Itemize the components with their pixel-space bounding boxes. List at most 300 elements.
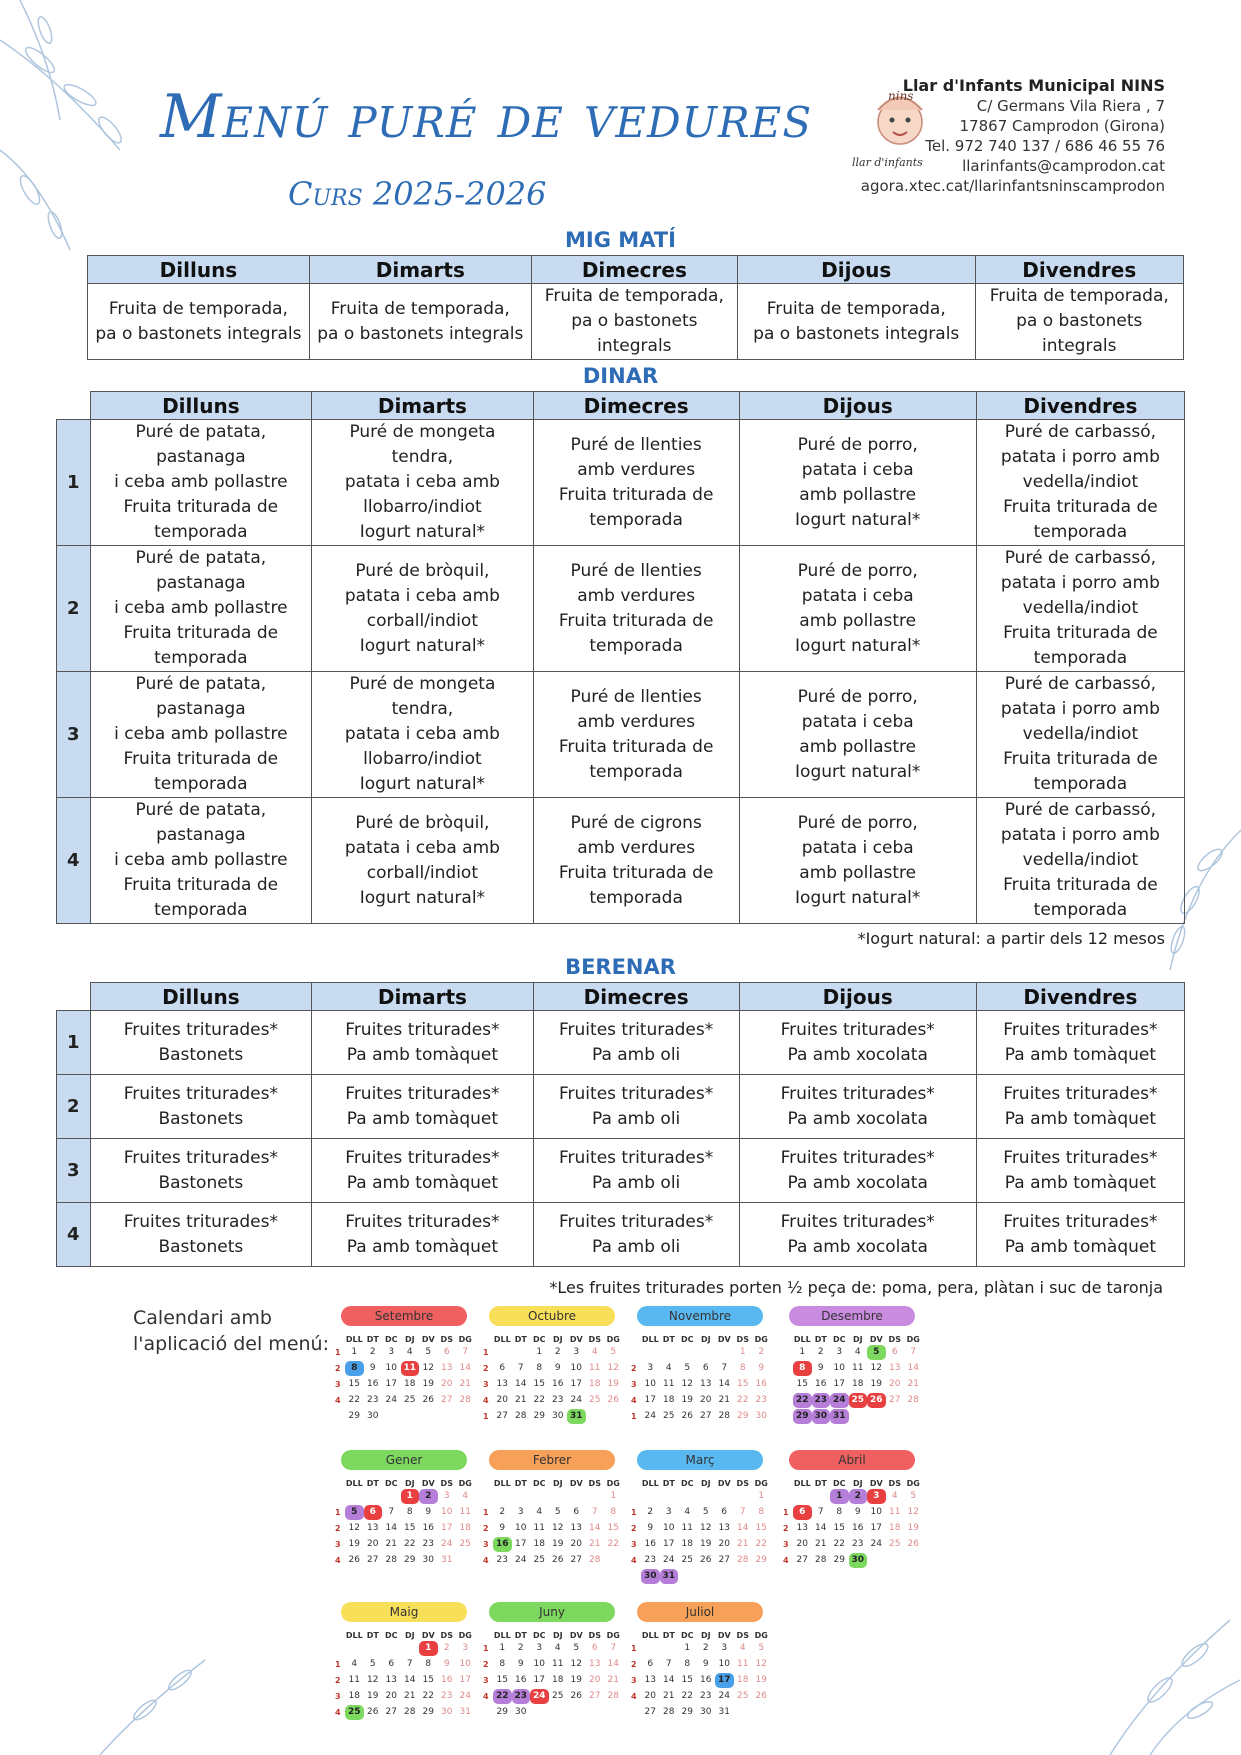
calendar-day: 22 bbox=[422, 1691, 434, 1701]
weekday-label: DS bbox=[440, 1479, 453, 1488]
calendar-day: 14 bbox=[737, 1523, 749, 1533]
calendar-day bbox=[567, 1489, 586, 1504]
calendar-day: 28 bbox=[907, 1395, 919, 1405]
calendar-day: 8 bbox=[406, 1507, 413, 1517]
calendar-day: 16 bbox=[755, 1379, 767, 1389]
calendar-week bbox=[483, 1705, 623, 1720]
calendar-day: 22 bbox=[681, 1691, 693, 1701]
week-cycle-number: 1 bbox=[483, 1348, 489, 1357]
weekday-label: DT bbox=[514, 1479, 527, 1488]
calendar-day: 6 bbox=[591, 1643, 598, 1653]
calendar-day: 8 bbox=[536, 1363, 543, 1373]
menu-cell: Fruita de temporada, pa o bastonets integrals bbox=[737, 284, 975, 360]
calendar-day: 6 bbox=[721, 1507, 728, 1517]
calendar-day-red: 6 bbox=[364, 1505, 383, 1520]
calendar-day: 19 bbox=[422, 1379, 434, 1389]
calendar-day bbox=[697, 1569, 716, 1584]
week-cycle-number: 4 bbox=[483, 1556, 489, 1565]
calendar-day: 7 bbox=[591, 1507, 598, 1517]
calendar-day bbox=[401, 1641, 420, 1656]
calendar-day: 17 bbox=[870, 1523, 882, 1533]
calendar-day: 26 bbox=[552, 1555, 564, 1565]
calendar-day: 7 bbox=[817, 1507, 824, 1517]
school-website[interactable]: agora.xtec.cat/llarinfantsninscamprodon bbox=[860, 177, 1165, 195]
calendar-day-red: 1 bbox=[401, 1489, 420, 1504]
calendar-day bbox=[456, 1553, 475, 1568]
week-cycle-number: 1 bbox=[631, 1508, 637, 1517]
calendar-day: 13 bbox=[889, 1363, 901, 1373]
calendar-day: 14 bbox=[404, 1675, 416, 1685]
menu-cell: Puré de patata, pastanaga i ceba amb pollastre Fruita triturada de temporada bbox=[90, 420, 312, 546]
month-title: Juliol bbox=[637, 1602, 763, 1622]
calendar-day: 20 bbox=[796, 1539, 808, 1549]
calendar-day: 17 bbox=[833, 1379, 845, 1389]
calendar-day-blue: 8 bbox=[345, 1361, 364, 1376]
calendar-day bbox=[586, 1489, 605, 1504]
weekday-label: DT bbox=[514, 1335, 527, 1344]
weekday-label: DG bbox=[906, 1335, 920, 1344]
calendar-day: 11 bbox=[681, 1523, 693, 1533]
calendar-day: 28 bbox=[404, 1707, 416, 1717]
calendar-day: 30 bbox=[422, 1555, 434, 1565]
calendar-week bbox=[783, 1377, 923, 1392]
weekday-label: DJ bbox=[852, 1335, 863, 1344]
month-desembre bbox=[783, 1306, 923, 1424]
calendar-day: 26 bbox=[348, 1555, 360, 1565]
calendar-day bbox=[660, 1489, 679, 1504]
day-header-dimecres: Dimecres bbox=[533, 392, 739, 420]
week-cycle-number: 2 bbox=[335, 1524, 341, 1533]
weekday-label: DV bbox=[869, 1335, 883, 1344]
calendar-day: 20 bbox=[570, 1539, 582, 1549]
menu-cell: Fruita de temporada, pa o bastonets integrals bbox=[88, 284, 310, 360]
menu-cell: Puré de llenties amb verdures Fruita triturada de temporada bbox=[533, 672, 739, 798]
menu-cell: Fruites triturades* Pa amb tomàquet bbox=[976, 1011, 1184, 1075]
calendar-day bbox=[752, 1569, 771, 1584]
calendar-day: 31 bbox=[441, 1555, 453, 1565]
calendar-day bbox=[697, 1489, 716, 1504]
calendar-day bbox=[734, 1489, 753, 1504]
calendar-day-green: 30 bbox=[849, 1553, 868, 1568]
calendar-day: 5 bbox=[910, 1491, 917, 1501]
weekday-label: DLL bbox=[641, 1335, 659, 1344]
calendar-day: 12 bbox=[607, 1363, 619, 1373]
calendar-day: 23 bbox=[644, 1555, 656, 1565]
calendar-day: 11 bbox=[533, 1523, 545, 1533]
calendar-day: 22 bbox=[755, 1539, 767, 1549]
calendar-day: 21 bbox=[815, 1539, 827, 1549]
calendar-day: 13 bbox=[700, 1379, 712, 1389]
calendar-week bbox=[483, 1657, 623, 1672]
calendar-day: 1 bbox=[758, 1491, 765, 1501]
calendar-day bbox=[641, 1641, 660, 1656]
calendar-day: 21 bbox=[907, 1379, 919, 1389]
calendar-week bbox=[483, 1689, 623, 1704]
calendar-week bbox=[783, 1537, 923, 1552]
weekday-label: DG bbox=[606, 1479, 620, 1488]
weekday-label: DG bbox=[458, 1479, 472, 1488]
week-cycle-number bbox=[783, 1345, 793, 1360]
weekday-label: DJ bbox=[552, 1335, 563, 1344]
weekday-header bbox=[335, 1479, 475, 1488]
table-row bbox=[57, 1011, 1185, 1075]
calendar-day: 23 bbox=[755, 1395, 767, 1405]
calendar-day: 19 bbox=[607, 1379, 619, 1389]
calendar-day: 6 bbox=[702, 1363, 709, 1373]
school-phone: Tel. 972 740 137 / 686 46 55 76 bbox=[925, 137, 1165, 155]
week-cycle-number: 2 bbox=[335, 1676, 341, 1685]
weekday-label: DC bbox=[384, 1479, 398, 1488]
calendar-day: 19 bbox=[907, 1523, 919, 1533]
weekday-label: DT bbox=[662, 1479, 675, 1488]
week-cycle-number: 3 bbox=[483, 1380, 489, 1389]
calendar-day: 3 bbox=[536, 1643, 543, 1653]
calendar-day: 1 bbox=[499, 1643, 506, 1653]
calendar-day: 5 bbox=[554, 1507, 561, 1517]
menu-cell: Puré de mongeta tendra, patata i ceba amb llobarro/indiot Iogurt natural* bbox=[312, 420, 534, 546]
calendar-day: 28 bbox=[515, 1411, 527, 1421]
table-row bbox=[57, 546, 1185, 672]
table-row bbox=[57, 672, 1185, 798]
menu-cell: Fruites triturades* Bastonets bbox=[90, 1139, 312, 1203]
calendar-day: 20 bbox=[367, 1539, 379, 1549]
calendar-day: 2 bbox=[517, 1643, 524, 1653]
calendar-week bbox=[335, 1393, 475, 1408]
calendar-day: 14 bbox=[459, 1363, 471, 1373]
calendar-day: 22 bbox=[533, 1395, 545, 1405]
calendar-day: 13 bbox=[796, 1523, 808, 1533]
weekday-label: DC bbox=[532, 1335, 546, 1344]
menu-cell: Fruites triturades* Bastonets bbox=[90, 1075, 312, 1139]
calendar-day: 1 bbox=[684, 1643, 691, 1653]
week-cycle-number: 1 bbox=[483, 1412, 489, 1421]
week-cycle-number bbox=[783, 1393, 793, 1408]
calendar-day: 18 bbox=[889, 1523, 901, 1533]
calendar-day: 25 bbox=[681, 1555, 693, 1565]
calendar-day: 1 bbox=[610, 1491, 617, 1501]
menu-cell: Puré de carbassó, patata i porro amb vedella/indiot Fruita triturada de temporada bbox=[976, 798, 1184, 924]
calendar-day bbox=[382, 1641, 401, 1656]
menu-cell: Fruites triturades* Pa amb oli bbox=[533, 1139, 739, 1203]
calendar-day: 22 bbox=[348, 1395, 360, 1405]
calendar-day-purple: 30 bbox=[641, 1569, 660, 1584]
calendar-week bbox=[335, 1641, 475, 1656]
calendar-day: 17 bbox=[663, 1539, 675, 1549]
calendar-day: 26 bbox=[681, 1411, 693, 1421]
menu-cell: Puré de carbassó, patata i porro amb vedella/indiot Fruita triturada de temporada bbox=[976, 546, 1184, 672]
calendar-day: 19 bbox=[570, 1675, 582, 1685]
menu-cell: Puré de llenties amb verdures Fruita triturada de temporada bbox=[533, 546, 739, 672]
week-cycle-number: 4 bbox=[631, 1692, 637, 1701]
weekday-header bbox=[631, 1335, 771, 1344]
calendar-day: 19 bbox=[755, 1675, 767, 1685]
week-cycle-number: 4 bbox=[335, 1556, 341, 1565]
week-cycle-number: 3 bbox=[335, 1540, 341, 1549]
week-cycle-number: 2 bbox=[483, 1364, 489, 1373]
calendar-day: 9 bbox=[647, 1523, 654, 1533]
calendar-day bbox=[530, 1705, 549, 1720]
week-cycle-number: 4 bbox=[483, 1396, 489, 1405]
calendar-day bbox=[641, 1345, 660, 1360]
calendar-day bbox=[641, 1489, 660, 1504]
calendar-day: 28 bbox=[385, 1555, 397, 1565]
menu-cell: Puré de porro, patata i ceba amb pollastre Iogurt natural* bbox=[739, 672, 976, 798]
weekday-label: DV bbox=[421, 1335, 435, 1344]
calendar-day: 6 bbox=[443, 1347, 450, 1357]
calendar-day: 15 bbox=[348, 1379, 360, 1389]
school-name: Llar d'Infants Municipal NINS bbox=[902, 76, 1165, 95]
calendar-day: 12 bbox=[570, 1659, 582, 1669]
calendar-day: 27 bbox=[796, 1555, 808, 1565]
menu-cell: Puré de bròquil, patata i ceba amb corball/indiot Iogurt natural* bbox=[312, 546, 534, 672]
calendar-day bbox=[904, 1409, 923, 1424]
weekday-label: DS bbox=[736, 1335, 749, 1344]
calendar-day: 11 bbox=[459, 1507, 471, 1517]
calendar-day: 28 bbox=[459, 1395, 471, 1405]
calendar-day: 4 bbox=[406, 1347, 413, 1357]
weekday-label: DLL bbox=[493, 1479, 511, 1488]
calendar-day: 3 bbox=[665, 1507, 672, 1517]
calendar-day: 27 bbox=[441, 1395, 453, 1405]
school-city: 17867 Camprodon (Girona) bbox=[959, 117, 1165, 135]
month-title: Febrer bbox=[489, 1450, 615, 1470]
calendar-day: 17 bbox=[441, 1523, 453, 1533]
calendar-day: 21 bbox=[607, 1675, 619, 1685]
calendar-day: 4 bbox=[684, 1507, 691, 1517]
calendar-day: 4 bbox=[891, 1491, 898, 1501]
table-row bbox=[57, 1075, 1185, 1139]
calendar-day: 18 bbox=[852, 1379, 864, 1389]
weekday-label: DLL bbox=[493, 1335, 511, 1344]
calendar-day: 13 bbox=[385, 1675, 397, 1685]
week-cycle-number: 3 bbox=[335, 1692, 341, 1701]
calendar-day: 14 bbox=[815, 1523, 827, 1533]
week-cycle-number: 3 bbox=[631, 1676, 637, 1685]
calendar-day bbox=[812, 1489, 831, 1504]
calendar-day bbox=[604, 1409, 623, 1424]
calendar-day: 7 bbox=[665, 1659, 672, 1669]
week-cycle-number: 2 bbox=[783, 1524, 789, 1533]
calendar-day: 2 bbox=[817, 1347, 824, 1357]
month-juliol bbox=[631, 1602, 771, 1720]
calendar-day: 9 bbox=[702, 1659, 709, 1669]
calendar-day: 8 bbox=[684, 1659, 691, 1669]
calendar-day: 18 bbox=[681, 1539, 693, 1549]
calendar-day: 24 bbox=[515, 1555, 527, 1565]
calendar-day: 26 bbox=[755, 1691, 767, 1701]
calendar-week bbox=[631, 1537, 771, 1552]
month-novembre bbox=[631, 1306, 771, 1424]
calendar-day: 16 bbox=[700, 1675, 712, 1685]
week-cycle-number: 1 bbox=[631, 1644, 637, 1653]
calendar-day: 9 bbox=[499, 1523, 506, 1533]
calendar-day: 16 bbox=[815, 1379, 827, 1389]
calendar-day: 4 bbox=[591, 1347, 598, 1357]
week-cycle-number bbox=[335, 1641, 345, 1656]
calendar-day: 25 bbox=[533, 1555, 545, 1565]
calendar-week bbox=[783, 1361, 923, 1376]
calendar-day: 10 bbox=[441, 1507, 453, 1517]
calendar-day-purple: 31 bbox=[660, 1569, 679, 1584]
calendar-day: 30 bbox=[441, 1707, 453, 1717]
calendar-day: 17 bbox=[533, 1675, 545, 1685]
menu-cell: Puré de porro, patata i ceba amb pollastre Iogurt natural* bbox=[739, 546, 976, 672]
week-cycle-number bbox=[631, 1345, 641, 1360]
week-cycle-number: 3 bbox=[335, 1380, 341, 1389]
month-abril bbox=[783, 1450, 923, 1568]
calendar-day: 8 bbox=[499, 1659, 506, 1669]
calendar-day: 20 bbox=[385, 1691, 397, 1701]
month-febrer bbox=[483, 1450, 623, 1568]
weekday-label: DS bbox=[888, 1479, 901, 1488]
calendar-day: 9 bbox=[517, 1659, 524, 1669]
calendar-day: 18 bbox=[404, 1379, 416, 1389]
calendar-day bbox=[382, 1489, 401, 1504]
calendar-day: 14 bbox=[515, 1379, 527, 1389]
school-email[interactable]: llarinfants@camprodon.cat bbox=[962, 157, 1165, 175]
menu-cell: Fruites triturades* Pa amb tomàquet bbox=[312, 1075, 534, 1139]
week-cycle-number bbox=[783, 1377, 793, 1392]
dinar-table bbox=[56, 391, 1185, 924]
weekday-label: DT bbox=[662, 1631, 675, 1640]
calendar-day: 18 bbox=[663, 1395, 675, 1405]
month-title: Setembre bbox=[341, 1306, 467, 1326]
calendar-day: 29 bbox=[681, 1707, 693, 1717]
calendar-day: 15 bbox=[755, 1523, 767, 1533]
weekday-label: DG bbox=[606, 1335, 620, 1344]
calendar-day: 13 bbox=[589, 1659, 601, 1669]
calendar-week bbox=[783, 1409, 923, 1424]
weekday-label: DC bbox=[680, 1335, 694, 1344]
calendar-day: 19 bbox=[552, 1539, 564, 1549]
calendar-day bbox=[867, 1553, 886, 1568]
menu-cell: Puré de carbassó, patata i porro amb vedella/indiot Fruita triturada de temporada bbox=[976, 672, 1184, 798]
weekday-label: DJ bbox=[404, 1631, 415, 1640]
calendar-day: 13 bbox=[441, 1363, 453, 1373]
calendar-week bbox=[631, 1521, 771, 1536]
weekday-label: DT bbox=[814, 1335, 827, 1344]
calendar-day: 18 bbox=[533, 1539, 545, 1549]
calendar-day-purple: 23 bbox=[812, 1393, 831, 1408]
menu-cell: Fruites triturades* Pa amb tomàquet bbox=[312, 1011, 534, 1075]
calendar-day: 17 bbox=[515, 1539, 527, 1549]
calendar-day: 27 bbox=[889, 1395, 901, 1405]
table-row bbox=[57, 1139, 1185, 1203]
calendar-day-red: 3 bbox=[867, 1489, 886, 1504]
week-cycle-number: 2 bbox=[483, 1660, 489, 1669]
weekday-label: DLL bbox=[793, 1479, 811, 1488]
calendar-day: 2 bbox=[499, 1507, 506, 1517]
calendar-day: 22 bbox=[607, 1539, 619, 1549]
calendar-day: 26 bbox=[700, 1555, 712, 1565]
calendar-day bbox=[734, 1705, 753, 1720]
calendar-day: 27 bbox=[718, 1555, 730, 1565]
week-cycle-number: 4 bbox=[335, 1396, 341, 1405]
menu-cell: Fruites triturades* Pa amb xocolata bbox=[739, 1139, 976, 1203]
calendar-day: 2 bbox=[647, 1507, 654, 1517]
calendar-day: 29 bbox=[833, 1555, 845, 1565]
calendar-day: 1 bbox=[351, 1347, 358, 1357]
calendar-week bbox=[335, 1377, 475, 1392]
calendar-week bbox=[631, 1409, 771, 1424]
calendar-day: 30 bbox=[515, 1707, 527, 1717]
weekday-label: DJ bbox=[700, 1631, 711, 1640]
weekday-label: DLL bbox=[641, 1479, 659, 1488]
calendar-day: 22 bbox=[737, 1395, 749, 1405]
calendar-day: 18 bbox=[552, 1675, 564, 1685]
calendar-day-purple: 1 bbox=[830, 1489, 849, 1504]
weekday-label: DC bbox=[384, 1335, 398, 1344]
calendar-day: 10 bbox=[515, 1523, 527, 1533]
calendar-day-red: 6 bbox=[793, 1505, 812, 1520]
calendar-week bbox=[335, 1489, 475, 1504]
calendar-day: 8 bbox=[610, 1507, 617, 1517]
week-cycle-number: 2 bbox=[631, 1660, 637, 1669]
calendar-day bbox=[660, 1345, 679, 1360]
calendar-day-purple: 29 bbox=[793, 1409, 812, 1424]
calendar-day-red: 1 bbox=[419, 1641, 438, 1656]
calendar-week bbox=[335, 1689, 475, 1704]
calendar-day: 9 bbox=[817, 1363, 824, 1373]
calendar-day: 23 bbox=[441, 1691, 453, 1701]
calendar-day: 20 bbox=[441, 1379, 453, 1389]
calendar-week bbox=[483, 1673, 623, 1688]
calendar-day: 21 bbox=[385, 1539, 397, 1549]
fruites-note: *Les fruites triturades porten ½ peça de: poma, pera, plàtan i suc de taronja bbox=[549, 1278, 1163, 1297]
header-row bbox=[88, 256, 1184, 284]
calendar-day: 2 bbox=[554, 1347, 561, 1357]
calendar-day: 22 bbox=[404, 1539, 416, 1549]
menu-cell: Fruites triturades* Pa amb tomàquet bbox=[976, 1139, 1184, 1203]
calendar-day: 5 bbox=[684, 1363, 691, 1373]
month-title: Desembre bbox=[789, 1306, 915, 1326]
calendar-day: 30 bbox=[700, 1707, 712, 1717]
weekday-label: DJ bbox=[552, 1479, 563, 1488]
calendar-day bbox=[345, 1489, 364, 1504]
calendar-day: 9 bbox=[425, 1507, 432, 1517]
menu-cell: Fruites triturades* Pa amb oli bbox=[533, 1011, 739, 1075]
calendar-day: 27 bbox=[367, 1555, 379, 1565]
calendar-day bbox=[512, 1345, 531, 1360]
calendar-day: 23 bbox=[496, 1555, 508, 1565]
calendar-day: 5 bbox=[758, 1643, 765, 1653]
weekday-header bbox=[483, 1631, 623, 1640]
calendar-day: 26 bbox=[907, 1539, 919, 1549]
week-cycle-number: 4 bbox=[631, 1396, 637, 1405]
month-title: Octubre bbox=[489, 1306, 615, 1326]
calendar-day: 1 bbox=[799, 1347, 806, 1357]
calendar-day: 27 bbox=[570, 1555, 582, 1565]
calendar-day-purple: 2 bbox=[849, 1489, 868, 1504]
week-number: 3 bbox=[57, 672, 91, 798]
weekday-label: DC bbox=[680, 1479, 694, 1488]
calendar-day-green: 5 bbox=[867, 1345, 886, 1360]
weekday-label: DJ bbox=[700, 1479, 711, 1488]
calendar-day: 20 bbox=[889, 1379, 901, 1389]
calendar-day: 23 bbox=[852, 1539, 864, 1549]
week-cycle-number bbox=[783, 1489, 793, 1504]
day-header-divendres: Divendres bbox=[975, 256, 1183, 284]
calendar-day bbox=[604, 1553, 623, 1568]
week-cycle-number: 1 bbox=[483, 1644, 489, 1653]
calendar-day: 3 bbox=[573, 1347, 580, 1357]
calendar-day bbox=[364, 1489, 383, 1504]
weekday-label: DG bbox=[606, 1631, 620, 1640]
calendar-day: 23 bbox=[552, 1395, 564, 1405]
calendar-day-purple: 22 bbox=[793, 1393, 812, 1408]
calendar-day: 18 bbox=[348, 1691, 360, 1701]
menu-cell: Fruites triturades* Bastonets bbox=[90, 1011, 312, 1075]
